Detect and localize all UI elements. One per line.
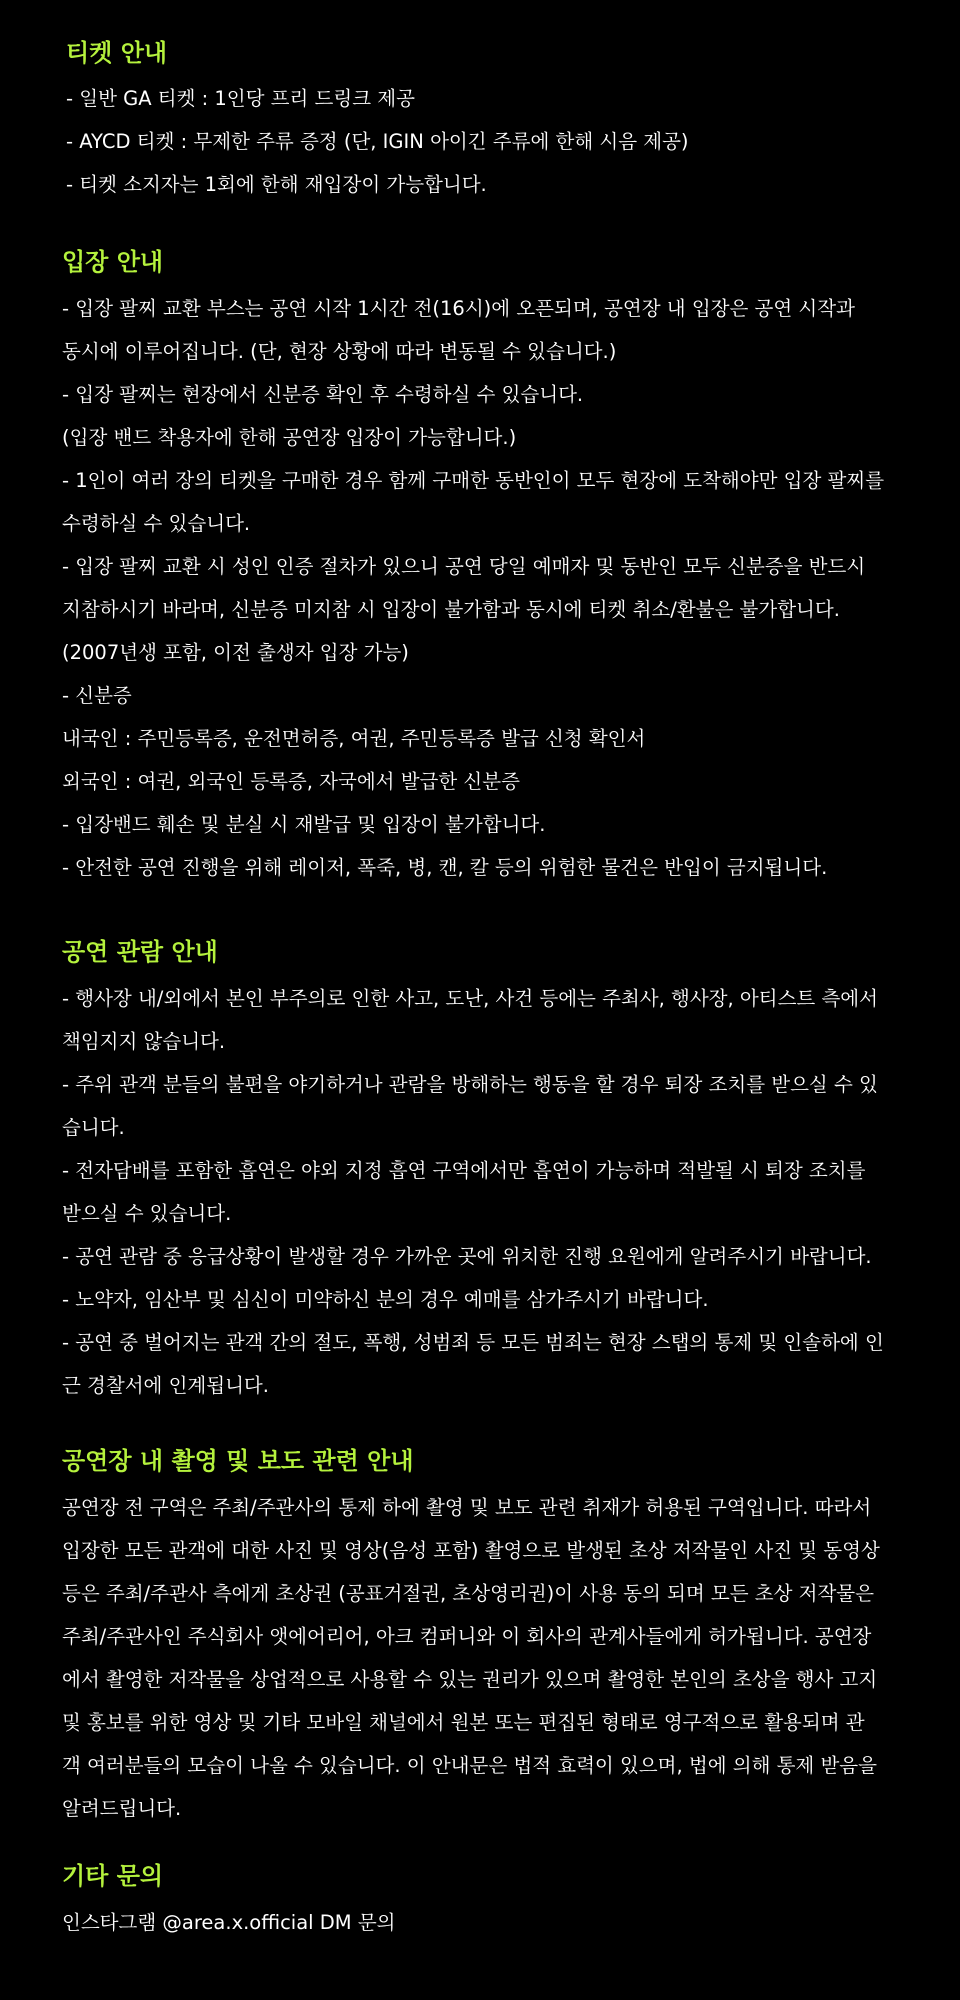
ticket-heading: 티켓 안내 [66, 39, 168, 67]
entry-line: 수령하실 수 있습니다. [62, 512, 251, 535]
viewing-line: 습니다. [62, 1116, 125, 1139]
filming-line: 입장한 모든 관객에 대한 사진 및 영상(음성 포함) 촬영으로 발생된 초상 저작물인 사진 및 동영상 [62, 1539, 880, 1562]
filming-line: 등은 주최/주관사 측에게 초상권 (공표거절권, 초상영리권)이 사용 동의 되며 모든 초상 저작물은 [62, 1582, 874, 1605]
filming-line: 공연장 전 구역은 주최/주관사의 통제 하에 촬영 및 보도 관련 취재가 허용된 구역입니다. 따라서 [62, 1496, 872, 1519]
viewing-line: - 노약자, 임산부 및 심신이 미약하신 분의 경우 예매를 삼가주시기 바랍니다. [62, 1288, 709, 1311]
entry-line: 지참하시기 바라며, 신분증 미지참 시 입장이 불가함과 동시에 티켓 취소/환불은 불가합니다. [62, 598, 840, 621]
viewing-line: 받으실 수 있습니다. [62, 1202, 232, 1225]
ticket-line: - AYCD 티켓 : 무제한 주류 증정 (단, IGIN 아이긴 주류에 한해 시음 제공) [66, 130, 689, 153]
viewing-line: - 공연 관람 중 응급상황이 발생할 경우 가까운 곳에 위치한 진행 요원에게 알려주시기 바랍니다. [62, 1245, 872, 1268]
entry-heading: 입장 안내 [62, 248, 164, 276]
filming-line: 에서 촬영한 저작물을 상업적으로 사용할 수 있는 권리가 있으며 촬영한 본인의 초상을 행사 고지 [62, 1668, 878, 1691]
ticket-line: - 티켓 소지자는 1회에 한해 재입장이 가능합니다. [66, 173, 487, 196]
entry-line: - 신분증 [62, 684, 132, 707]
entry-line: - 입장 팔찌 교환 시 성인 인증 절차가 있으니 공연 당일 예매자 및 동반인 모두 신분증을 반드시 [62, 555, 866, 578]
entry-line: 외국인 : 여권, 외국인 등록증, 자국에서 발급한 신분증 [62, 770, 520, 793]
filming-heading: 공연장 내 촬영 및 보도 관련 안내 [62, 1447, 414, 1475]
contact-line: 인스타그램 @area.x.official DM 문의 [62, 1911, 396, 1934]
viewing-line: - 행사장 내/외에서 본인 부주의로 인한 사고, 도난, 사건 등에는 주최사, 행사장, 아티스트 측에서 [62, 987, 878, 1010]
entry-line: 내국인 : 주민등록증, 운전면허증, 여권, 주민등록증 발급 신청 확인서 [62, 727, 646, 750]
entry-line: - 안전한 공연 진행을 위해 레이저, 폭죽, 병, 캔, 칼 등의 위험한 물건은 반입이 금지됩니다. [62, 856, 828, 879]
viewing-line: - 전자담배를 포함한 흡연은 야외 지정 흡연 구역에서만 흡연이 가능하며 적발될 시 퇴장 조치를 [62, 1159, 866, 1182]
entry-line: - 1인이 여러 장의 티켓을 구매한 경우 함께 구매한 동반인이 모두 현장에 도착해야만 입장 팔찌를 [62, 469, 885, 492]
ticket-line: - 일반 GA 티켓 : 1인당 프리 드링크 제공 [66, 87, 415, 110]
filming-line: 객 여러분들의 모습이 나올 수 있습니다. 이 안내문은 법적 효력이 있으며, 법에 의해 통제 받음을 [62, 1754, 877, 1777]
viewing-line: - 공연 중 벌어지는 관객 간의 절도, 폭행, 성범죄 등 모든 범죄는 현장 스탭의 통제 및 인솔하에 인 [62, 1331, 884, 1354]
contact-heading: 기타 문의 [62, 1862, 164, 1890]
viewing-line: 근 경찰서에 인계됩니다. [62, 1374, 269, 1397]
viewing-line: - 주위 관객 분들의 불편을 야기하거나 관람을 방해하는 행동을 할 경우 퇴장 조치를 받으실 수 있 [62, 1073, 878, 1096]
entry-line: - 입장 팔찌 교환 부스는 공연 시작 1시간 전(16시)에 오픈되며, 공연장 내 입장은 공연 시작과 [62, 297, 855, 320]
entry-line: (입장 밴드 착용자에 한해 공연장 입장이 가능합니다.) [62, 426, 517, 449]
filming-line: 주최/주관사인 주식회사 앳에어리어, 아크 컴퍼니와 이 회사의 관계사들에게 허가됩니다. 공연장 [62, 1625, 872, 1648]
viewing-line: 책임지지 않습니다. [62, 1030, 226, 1053]
filming-line: 및 홍보를 위한 영상 및 기타 모바일 채널에서 원본 또는 편집된 형태로 영구적으로 활용되며 관 [62, 1711, 865, 1734]
filming-line: 알려드립니다. [62, 1797, 182, 1820]
entry-line: (2007년생 포함, 이전 출생자 입장 가능) [62, 641, 409, 664]
entry-line: 동시에 이루어집니다. (단, 현장 상황에 따라 변동될 수 있습니다.) [62, 340, 617, 363]
entry-line: - 입장밴드 훼손 및 분실 시 재발급 및 입장이 불가합니다. [62, 813, 546, 836]
entry-line: - 입장 팔찌는 현장에서 신분증 확인 후 수령하실 수 있습니다. [62, 383, 584, 406]
viewing-heading: 공연 관람 안내 [62, 938, 218, 966]
